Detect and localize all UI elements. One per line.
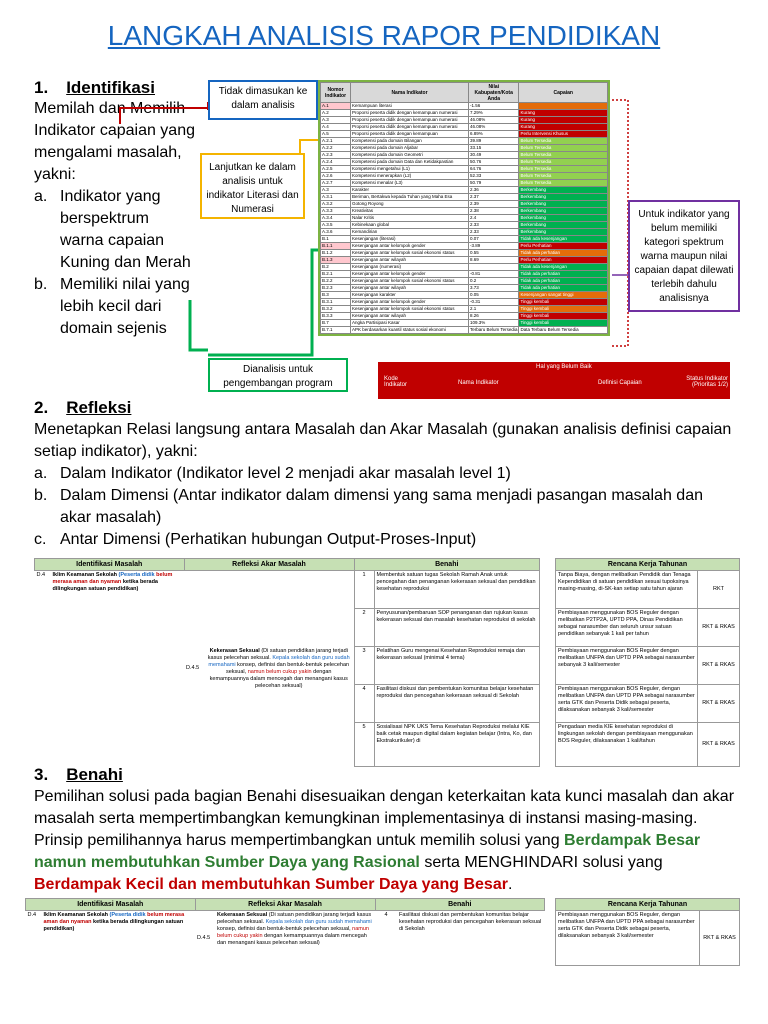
text-line: warna capaian: [60, 232, 165, 249]
solution-text: Sosialisasi NPK UKS Tema Kesehatan Reproduksi melalui KIE baik cetak maupun digital dalam kegiatan belajar (Intra, Ko, dan Ekstrakurikuler) di: [374, 723, 540, 767]
bar-col: Definisi Capaian: [598, 380, 642, 386]
problem-highlight: belum merasa aman dan nyaman: [43, 912, 185, 925]
col-header: Rencana Kerja Tahunan: [556, 559, 740, 571]
indicator-val: 7.29%: [469, 110, 519, 117]
col-header: Nilai Kabupaten/Kota Anda: [469, 83, 519, 103]
indicator-cap: Tidak ada kesenjangan: [519, 264, 608, 271]
indicator-row: [321, 103, 608, 110]
indicator-cap: Tidak ada perhatian: [519, 285, 608, 292]
indicator-row: [321, 215, 608, 222]
indicator-name: Kompetensi pada domain Bilangan: [351, 138, 469, 145]
note-box-analyzed: Dianalisis untuk pengembangan program: [208, 358, 348, 392]
solution-text: Pelatihan Guru mengenai Kesehatan Reproduksi remaja dan kekerasan seksual (minimal 4 tema): [374, 647, 540, 685]
problem-title: Iklim Keamanan Sekolah: [52, 572, 117, 578]
indicator-cap: Berkembang: [519, 187, 608, 194]
list-label: a.: [34, 188, 48, 205]
indicator-row: [321, 257, 608, 264]
indicator-cap: Berkembang: [519, 229, 608, 236]
solution-number: 5: [354, 723, 374, 767]
list-label: b.: [34, 276, 48, 293]
indicator-row: [321, 131, 608, 138]
indicator-code: A.2.5: [321, 166, 351, 173]
root-cause-text: (Di satuan pendidikan jarang terjadi kasus pelecehan seksual.: [217, 912, 372, 925]
indicator-name: Kesenjangan antar kelompok sosial ekonomi status: [351, 306, 469, 313]
indicator-code: B.1.2: [321, 250, 351, 257]
root-cause-text: konsep, definisi dan bentuk-bentuk pelecehan seksual,: [225, 661, 350, 675]
code-cell: D.4: [36, 572, 46, 578]
indicator-row: [321, 138, 608, 145]
indicator-cap: Berkembang: [519, 222, 608, 229]
indicator-name: Kompetensi mengetahui (L1): [351, 166, 469, 173]
indicator-val: 46.08%: [469, 124, 519, 131]
solution-number: 4: [384, 912, 388, 918]
solution-number: 4: [354, 685, 374, 723]
indicator-cap: Kurang: [519, 124, 608, 131]
rkt-text: Pembiayaan menggunakan BOS Reguler dengan melibatkan P2TP2A, UPTD PPA, Dinas Pendidikan sebagai narasumber dan seluruh unsur satuan pendidikan sebanyak 1 kali per tahun: [556, 609, 698, 647]
text-line: Memiliki nilai yang: [60, 276, 190, 293]
indicator-cap: Data Terbaru Belum Tersedia: [519, 327, 608, 334]
indicator-row: [321, 180, 608, 187]
indicator-code: A.2: [321, 110, 351, 117]
root-cause-text: dengan kemampuannya dalam mencegah dan menangani kasus pelecehan seksual): [209, 668, 348, 689]
list-label: b.: [34, 487, 48, 504]
indicator-row: [321, 187, 608, 194]
indicator-val: 0.07: [469, 236, 519, 243]
indicator-val: 3.73: [469, 285, 519, 292]
indicator-val: Terbaru Belum Tersedia: [470, 327, 518, 332]
reflection-table: [34, 558, 540, 767]
indicator-val: 2.36: [469, 187, 519, 194]
indicator-val: -0.81: [469, 271, 519, 278]
indicator-row: [321, 278, 608, 285]
col-header: Benahi: [354, 559, 540, 571]
indicator-name: Kesenjangan (numerasi): [351, 264, 469, 271]
indicator-code: A.1: [321, 103, 351, 110]
indicator-val: -0.31: [469, 299, 519, 306]
indicator-row: [321, 229, 608, 236]
rkt-type: RKT & RKAS: [698, 685, 740, 723]
indicator-val: 39.89: [469, 138, 519, 145]
indicator-code: A.2.7: [321, 180, 351, 187]
indicator-val: 30.49: [469, 152, 519, 159]
indicator-row: [321, 222, 608, 229]
root-cause-text: (Di satuan pendidikan jarang terjadi kasus pelecehan seksual.: [207, 647, 348, 661]
section-3-heading: [34, 765, 123, 785]
indicator-cap: Kurang: [519, 110, 608, 117]
text-line: lebih kecil dari: [60, 298, 162, 315]
indicator-cap: [519, 103, 608, 110]
indicator-cap: Berkembang: [519, 215, 608, 222]
col-header: Nama Indikator: [351, 83, 469, 103]
solution-text: Fasilitasi diskusi dan pembentukan komunitas belajar kesehatan reproduksi dan pencegahan kekerasan seksual di Sekolah: [399, 912, 542, 932]
indicator-val: -3.89: [469, 243, 519, 250]
solution-text: Membentuk satuan tugas Sekolah Ramah Anak untuk pencegahan dan penanganan kekerasan seksual dan pendidikan kesehatan reproduksi: [374, 571, 540, 609]
indicator-row: [321, 306, 608, 313]
indicator-row: [321, 236, 608, 243]
indicator-row: [321, 194, 608, 201]
indicator-code: A.3: [321, 117, 351, 124]
col-header: Refleksi Akar Masalah: [184, 559, 354, 571]
indicator-code: B.2.1: [321, 271, 351, 278]
body-text: solusi yang: [582, 854, 663, 871]
root-cause-cell: [204, 571, 354, 767]
indicator-cap: Kurang: [519, 117, 608, 124]
body-text: serta MENGHINDARI: [419, 854, 579, 871]
indicator-cap: Belum Tersedia: [519, 145, 608, 152]
bar-title: Hal yang Belum Baik: [536, 364, 592, 370]
indicator-row: [321, 208, 608, 215]
problem-text: ketika berada dilingkungan satuan pendidikan): [43, 919, 184, 932]
indicator-code: A.3.5: [321, 222, 351, 229]
text-line: Indikator yang: [60, 188, 161, 205]
col-header: Benahi: [375, 899, 544, 911]
list-text: Dalam Dimensi (Antar indikator dalam dimensi yang sama menjadi pasangan masalah dan akar masalah): [60, 487, 703, 526]
indicator-cap: Berkembang: [519, 201, 608, 208]
indicator-val: 50.79: [469, 180, 519, 187]
section-title: Benahi: [66, 765, 123, 784]
problem-cell: [42, 911, 196, 966]
indicator-cap: Tinggi kembali: [519, 299, 608, 306]
indicator-name: Kemampuan literasi: [351, 103, 469, 110]
col-header: Refleksi Akar Masalah: [195, 899, 375, 911]
indicator-val: 2.1: [469, 306, 519, 313]
rkt-table-2: [555, 898, 740, 966]
body-text: Pemilihan solusi pada bagian Benahi disesuaikan dengan keterkaitan kata kunci masalah dan akar masalah serta mempertimbangkan kemungkinan implementasinya di instansi masing-masing. Prinsip pemilihannya harus mempertimbangkan untuk memilih solusi yang: [34, 788, 735, 849]
rkt-text: Pembiayaan menggunakan BOS Reguler, dengan melibatkan UNFPA dan UPTD PPA sebagai narasumber serta GTK dan Peserta Didik sebagai peserta, dilaksanakan sebanyak 3 kali/semester: [556, 911, 700, 966]
indicator-code: A.3.2: [321, 201, 351, 208]
indicator-row: [321, 264, 608, 271]
section-title: Identifikasi: [66, 78, 155, 97]
indicator-code: A.2.6: [321, 173, 351, 180]
indicator-val: 0.05: [469, 292, 519, 299]
root-cause-highlight: namun belum cukup yakin: [247, 668, 312, 675]
problem-text: (Peserta didik: [118, 572, 155, 578]
indicator-name: Proporsi peserta didik dengan kemampuan numerasi: [351, 110, 469, 117]
indicator-code: A.4: [321, 124, 351, 131]
indicator-name: Proporsi peserta didik dengan kemampuan numerasi: [351, 117, 469, 124]
problem-highlight: belum merasa aman dan nyaman: [52, 572, 173, 585]
text-line: mengalami masalah,: [34, 144, 182, 161]
indicator-val: 8.26: [469, 313, 519, 320]
indicator-cap: Tinggi kembali: [519, 306, 608, 313]
indicator-name: Kesenjangan karakter: [351, 292, 469, 299]
indicator-row: [321, 166, 608, 173]
indicator-code: B.7.1: [321, 327, 351, 334]
indicator-cap: Berkembang: [519, 208, 608, 215]
indicator-cap: Belum Tersedia: [519, 159, 608, 166]
indicator-cap: Tinggi kembali: [519, 313, 608, 320]
indicator-name: Kesenjangan antar kelompok sosial ekonomi status: [351, 250, 469, 257]
indicator-val: 46.08%: [469, 117, 519, 124]
indicator-val: 52.33: [469, 173, 519, 180]
benahi-table: [25, 898, 545, 966]
indicator-row: [321, 327, 608, 334]
indicator-val: 2.4: [469, 215, 519, 222]
indicator-name: Kesenjangan antar kelompok sosial ekonomi status: [351, 278, 469, 285]
note-box-excluded: Tidak dimasukan ke dalam analisis: [208, 80, 318, 120]
indicator-cap: Tidak ada perhatian: [519, 271, 608, 278]
problem-title: Iklim Keamanan Sekolah: [43, 912, 108, 918]
indicator-cap: Kesenjangan sangat tinggi: [519, 292, 608, 299]
col-header: Identifikasi Masalah: [26, 899, 196, 911]
root-cause-highlight: Kepala sekolah dan guru sudah memahami: [208, 654, 350, 668]
indicator-name: Kompetensi menalar (L3): [351, 180, 469, 187]
indicator-val: 2.33: [469, 222, 519, 229]
indicator-row: [321, 320, 608, 327]
rkt-type: RKT & RKAS: [698, 647, 740, 685]
indicator-name: Kebinekaan global: [351, 222, 469, 229]
indicator-code: B.1.1: [321, 243, 351, 250]
indicator-row: [321, 201, 608, 208]
indicator-row: [321, 285, 608, 292]
indicator-cap: Belum Tersedia: [519, 152, 608, 159]
indicator-name: Gotong Royong: [351, 201, 469, 208]
indicator-cap: Perlu Perhatian: [519, 257, 608, 264]
indicator-name: Beriman, Bertakwa kepada Tuhan yang Maha Esa: [351, 194, 469, 201]
section-number: 3.: [34, 765, 49, 784]
root-cause-title: Kekerasan Seksual: [209, 647, 260, 654]
list-label: c.: [34, 531, 47, 548]
col-header: Capaian: [519, 83, 608, 103]
indicator-row: [321, 173, 608, 180]
indicator-name: Kompetensi pada domain Aljabar: [351, 145, 469, 152]
rkt-type: RKT & RKAS: [698, 609, 740, 647]
rkt-table: [555, 558, 740, 767]
indicator-row: [321, 152, 608, 159]
indicator-row: [321, 292, 608, 299]
indicator-val: 2.37: [469, 194, 519, 201]
indicator-code: A.3: [321, 187, 351, 194]
problem-text: (Peserta didik: [109, 912, 146, 918]
indicator-row: [321, 271, 608, 278]
indicator-code: A.3.4: [321, 215, 351, 222]
col-header: Nomor Indikator: [321, 83, 351, 103]
problem-cell: [51, 571, 185, 767]
rkt-text: Pembiayaan menggunakan BOS Reguler, dengan melibatkan UNFPA dan UPTD PPA sebagai narasumber serta GTK dan Peserta Didik sebagai peserta, dilaksanakan sebanyak 3 kali/semester: [556, 685, 698, 723]
indicator-val: 6.89%: [469, 131, 519, 138]
root-cause-text: konsep, definisi dan bentuk-bentuk pelecehan seksual,: [217, 926, 351, 932]
col-header: Rencana Kerja Tahunan: [556, 899, 740, 911]
bar-col: Status Indikator (Prioritas 1/2): [686, 376, 728, 388]
indicator-cap: Perlu Perhatian: [519, 243, 608, 250]
indicator-row: [321, 299, 608, 306]
indicator-name: Proporsi peserta didik dengan kemampuan numerasi: [351, 124, 469, 131]
indicator-code: B.1: [321, 236, 351, 243]
list-text: Antar Dimensi (Perhatikan hubungan Output-Proses-Input): [60, 531, 477, 548]
text-line: domain sejenis: [60, 320, 167, 337]
indicator-code: B.3.1: [321, 299, 351, 306]
indicator-val: 50.76: [469, 159, 519, 166]
indicator-val: -1.56: [469, 103, 519, 110]
indicator-name: Kemandirian: [351, 229, 469, 236]
indicator-code: A.3.6: [321, 229, 351, 236]
indicator-cap: Tidak ada kesenjangan: [519, 236, 608, 243]
root-cause-cell: [215, 911, 375, 966]
root-cause-highlight: Kepala sekolah dan guru sudah memahami: [265, 919, 372, 925]
indicator-row: [321, 313, 608, 320]
indicator-row: [321, 145, 608, 152]
rkt-type: RKT & RKAS: [698, 723, 740, 767]
body-text: .: [507, 876, 513, 893]
list-text: Dalam Indikator (Indikator level 2 menjadi akar masalah level 1): [60, 465, 511, 482]
indicator-val: [469, 264, 519, 271]
text-line: Indikator capaian yang: [34, 122, 195, 139]
indicator-code: A.5: [321, 131, 351, 138]
indicator-val: 0.55: [469, 250, 519, 257]
code-cell: D.4.5: [186, 665, 200, 672]
indicator-cap: Belum Tersedia: [519, 173, 608, 180]
section-number: 2.: [34, 398, 49, 417]
indicator-code: B.2: [321, 264, 351, 271]
rkt-type: RKT & RKAS: [700, 911, 740, 966]
indicator-name: Kesenjangan antar kelompok gender: [351, 271, 469, 278]
indicator-name: Kesenjangan antar wilayah: [351, 313, 469, 320]
solution-text: Penyusunan/pembaruan SOP penanganan dan rujukan kasus kekerasan seksual dan masalah kesehatan reproduksi di sekolah: [374, 609, 540, 647]
indicator-val: 0.2: [469, 278, 519, 285]
solution-number: 3: [354, 647, 374, 685]
indicator-row: [321, 110, 608, 117]
section-2-text: [34, 419, 734, 551]
bar-col: Kode Indikator: [384, 376, 408, 388]
indicator-name: Kreativitas: [351, 208, 469, 215]
indicator-val: 64.76: [469, 166, 519, 173]
indicator-row: [321, 250, 608, 257]
indicator-name: Angka Partisipasi Kasar: [351, 320, 469, 327]
indicator-code: A.2.2: [321, 145, 351, 152]
indicator-code: A.3.3: [321, 208, 351, 215]
indicator-cap: Tidak ada perhatian: [519, 250, 608, 257]
indicator-row: [321, 117, 608, 124]
bar-col: Nama Indikator: [458, 380, 499, 386]
rkt-text: Pembiayaan menggunakan BOS Reguler dengan melibatkan UNFPA dan UPTD PPA sebagai narasumber sebanyak 3 kali/semester: [556, 647, 698, 685]
root-cause-highlight: namun belum cukup yakin: [217, 926, 369, 939]
indicator-name: Kesenjangan antar wilayah: [351, 285, 469, 292]
indicator-cap: Belum Tersedia: [519, 138, 608, 145]
indicator-cap: Tinggi kembali: [519, 320, 608, 327]
section-3-text: [34, 786, 734, 896]
indicator-code: B.3.3: [321, 313, 351, 320]
code-cell: D.4: [27, 912, 37, 918]
indicator-cap: Belum Tersedia: [519, 180, 608, 187]
indicator-name: Kesenjangan (literasi): [351, 236, 469, 243]
indicator-code: B.2.2: [321, 278, 351, 285]
indicator-code: B.7: [321, 320, 351, 327]
indicator-name: Kompetensi pada domain Geometri: [351, 152, 469, 159]
indicator-name: Kompetensi menerapkan (L2): [351, 173, 469, 180]
solution-text: Fasilitasi diskusi dan pembentukan komunitas belajar kesehatan reproduksi dan pencegahan kekerasan seksual di Sekolah: [374, 685, 540, 723]
code-cell: D.4.5: [197, 934, 211, 941]
text-line: Memilah dan Memilih: [34, 100, 186, 117]
page-title: LANGKAH ANALISIS RAPOR PENDIDIKAN: [107, 20, 661, 51]
indicator-val: 2.33: [469, 229, 519, 236]
solution-number: 2: [354, 609, 374, 647]
rkt-text: Pengadaan media KIE kesehatan reproduksi di lingkungan sekolah dengan pembiayaan menggunakan BOS Reguler, dilaksanakan 1 kali/tahun: [556, 723, 698, 767]
root-cause-text: dengan kemampuannya dalam mencegah dan menangani kasus pelecehan seksual): [217, 933, 367, 946]
indicator-name: Proporsi peserta didik dengan kemampuan: [351, 131, 469, 138]
indicator-name: Karakter: [351, 187, 469, 194]
indicator-cap: Perlu Intervensi Khusus: [519, 131, 608, 138]
indicator-code: B.1.3: [321, 257, 351, 264]
indicator-code: A.2.3: [321, 152, 351, 159]
highlight-red: Berdampak Kecil dan membutuhkan Sumber Daya yang Besar: [34, 876, 508, 893]
rkt-type: RKT: [698, 571, 740, 609]
list-label: a.: [34, 465, 48, 482]
indicator-val: 8.69: [469, 257, 519, 264]
indicator-name: Kesenjangan antar kelompok gender: [351, 243, 469, 250]
indicator-code: B.2.3: [321, 285, 351, 292]
text-line: berspektrum: [60, 210, 149, 227]
root-cause-title: Kekerasan Seksual: [217, 912, 268, 918]
indicator-val: 2.39: [469, 201, 519, 208]
indicator-name: Kesenjangan antar kelompok gender: [351, 299, 469, 306]
indicator-val: 33.15: [469, 145, 519, 152]
intro-text: Menetapkan Relasi langsung antara Masalah dan Akar Masalah (gunakan analisis definisi capaian setiap indikator), yakni:: [34, 421, 732, 460]
indicator-cap: Belum Tersedia: [519, 166, 608, 173]
indicator-name: Kompetensi pada domain Data dan Ketidakpastian: [351, 159, 469, 166]
rkt-text: Tanpa Biaya, dengan melibatkan Pendidik dan Tenaga Kependidikan di satuan pendidikan sesuai tupoksinya masing-masing, di-SK-kan setiap satu tahun ajaran: [556, 571, 698, 609]
problem-text: ketika berada dilingkungan satuan pendidikan): [52, 579, 158, 592]
indicator-code: A.2.4: [321, 159, 351, 166]
indicator-table: [318, 80, 610, 336]
solution-number: 1: [354, 571, 374, 609]
section-title: Refleksi: [66, 398, 132, 417]
note-box-continue: Lanjutkan ke dalam analisis untuk indikator Literasi dan Numerasi: [200, 153, 305, 219]
indicator-name: APK berdasarkan kuantil status sosial ekonomi: [351, 327, 469, 334]
indicator-val: 109.3%: [469, 320, 519, 327]
indicator-cap: Berkembang: [519, 194, 608, 201]
text-line: Kuning dan Merah: [60, 254, 191, 271]
indicator-code: A.3.1: [321, 194, 351, 201]
indicator-name: Nalar Kritis: [351, 215, 469, 222]
red-summary-bar: [378, 362, 730, 399]
indicator-cap: Tidak ada perhatian: [519, 278, 608, 285]
section-2-heading: [34, 398, 131, 418]
indicator-code: B.3.2: [321, 306, 351, 313]
indicator-val: 2.38: [469, 208, 519, 215]
indicator-row: [321, 159, 608, 166]
indicator-row: [321, 243, 608, 250]
indicator-name: Kesenjangan antar wilayah: [351, 257, 469, 264]
highlight-green: Berdampak Besar namun membutuhkan Sumber Daya yang Rasional: [34, 832, 701, 871]
note-box-skip: Untuk indikator yang belum memiliki kategori spektrum warna maupun nilai capaian dapat dilewati terlebih dahulu analisisnya: [628, 200, 740, 312]
indicator-code: B.3: [321, 292, 351, 299]
text-line: yakni:: [34, 166, 76, 183]
indicator-code: A.2.1: [321, 138, 351, 145]
col-header: Identifikasi Masalah: [35, 559, 185, 571]
section-number: 1.: [34, 78, 49, 97]
indicator-row: [321, 124, 608, 131]
